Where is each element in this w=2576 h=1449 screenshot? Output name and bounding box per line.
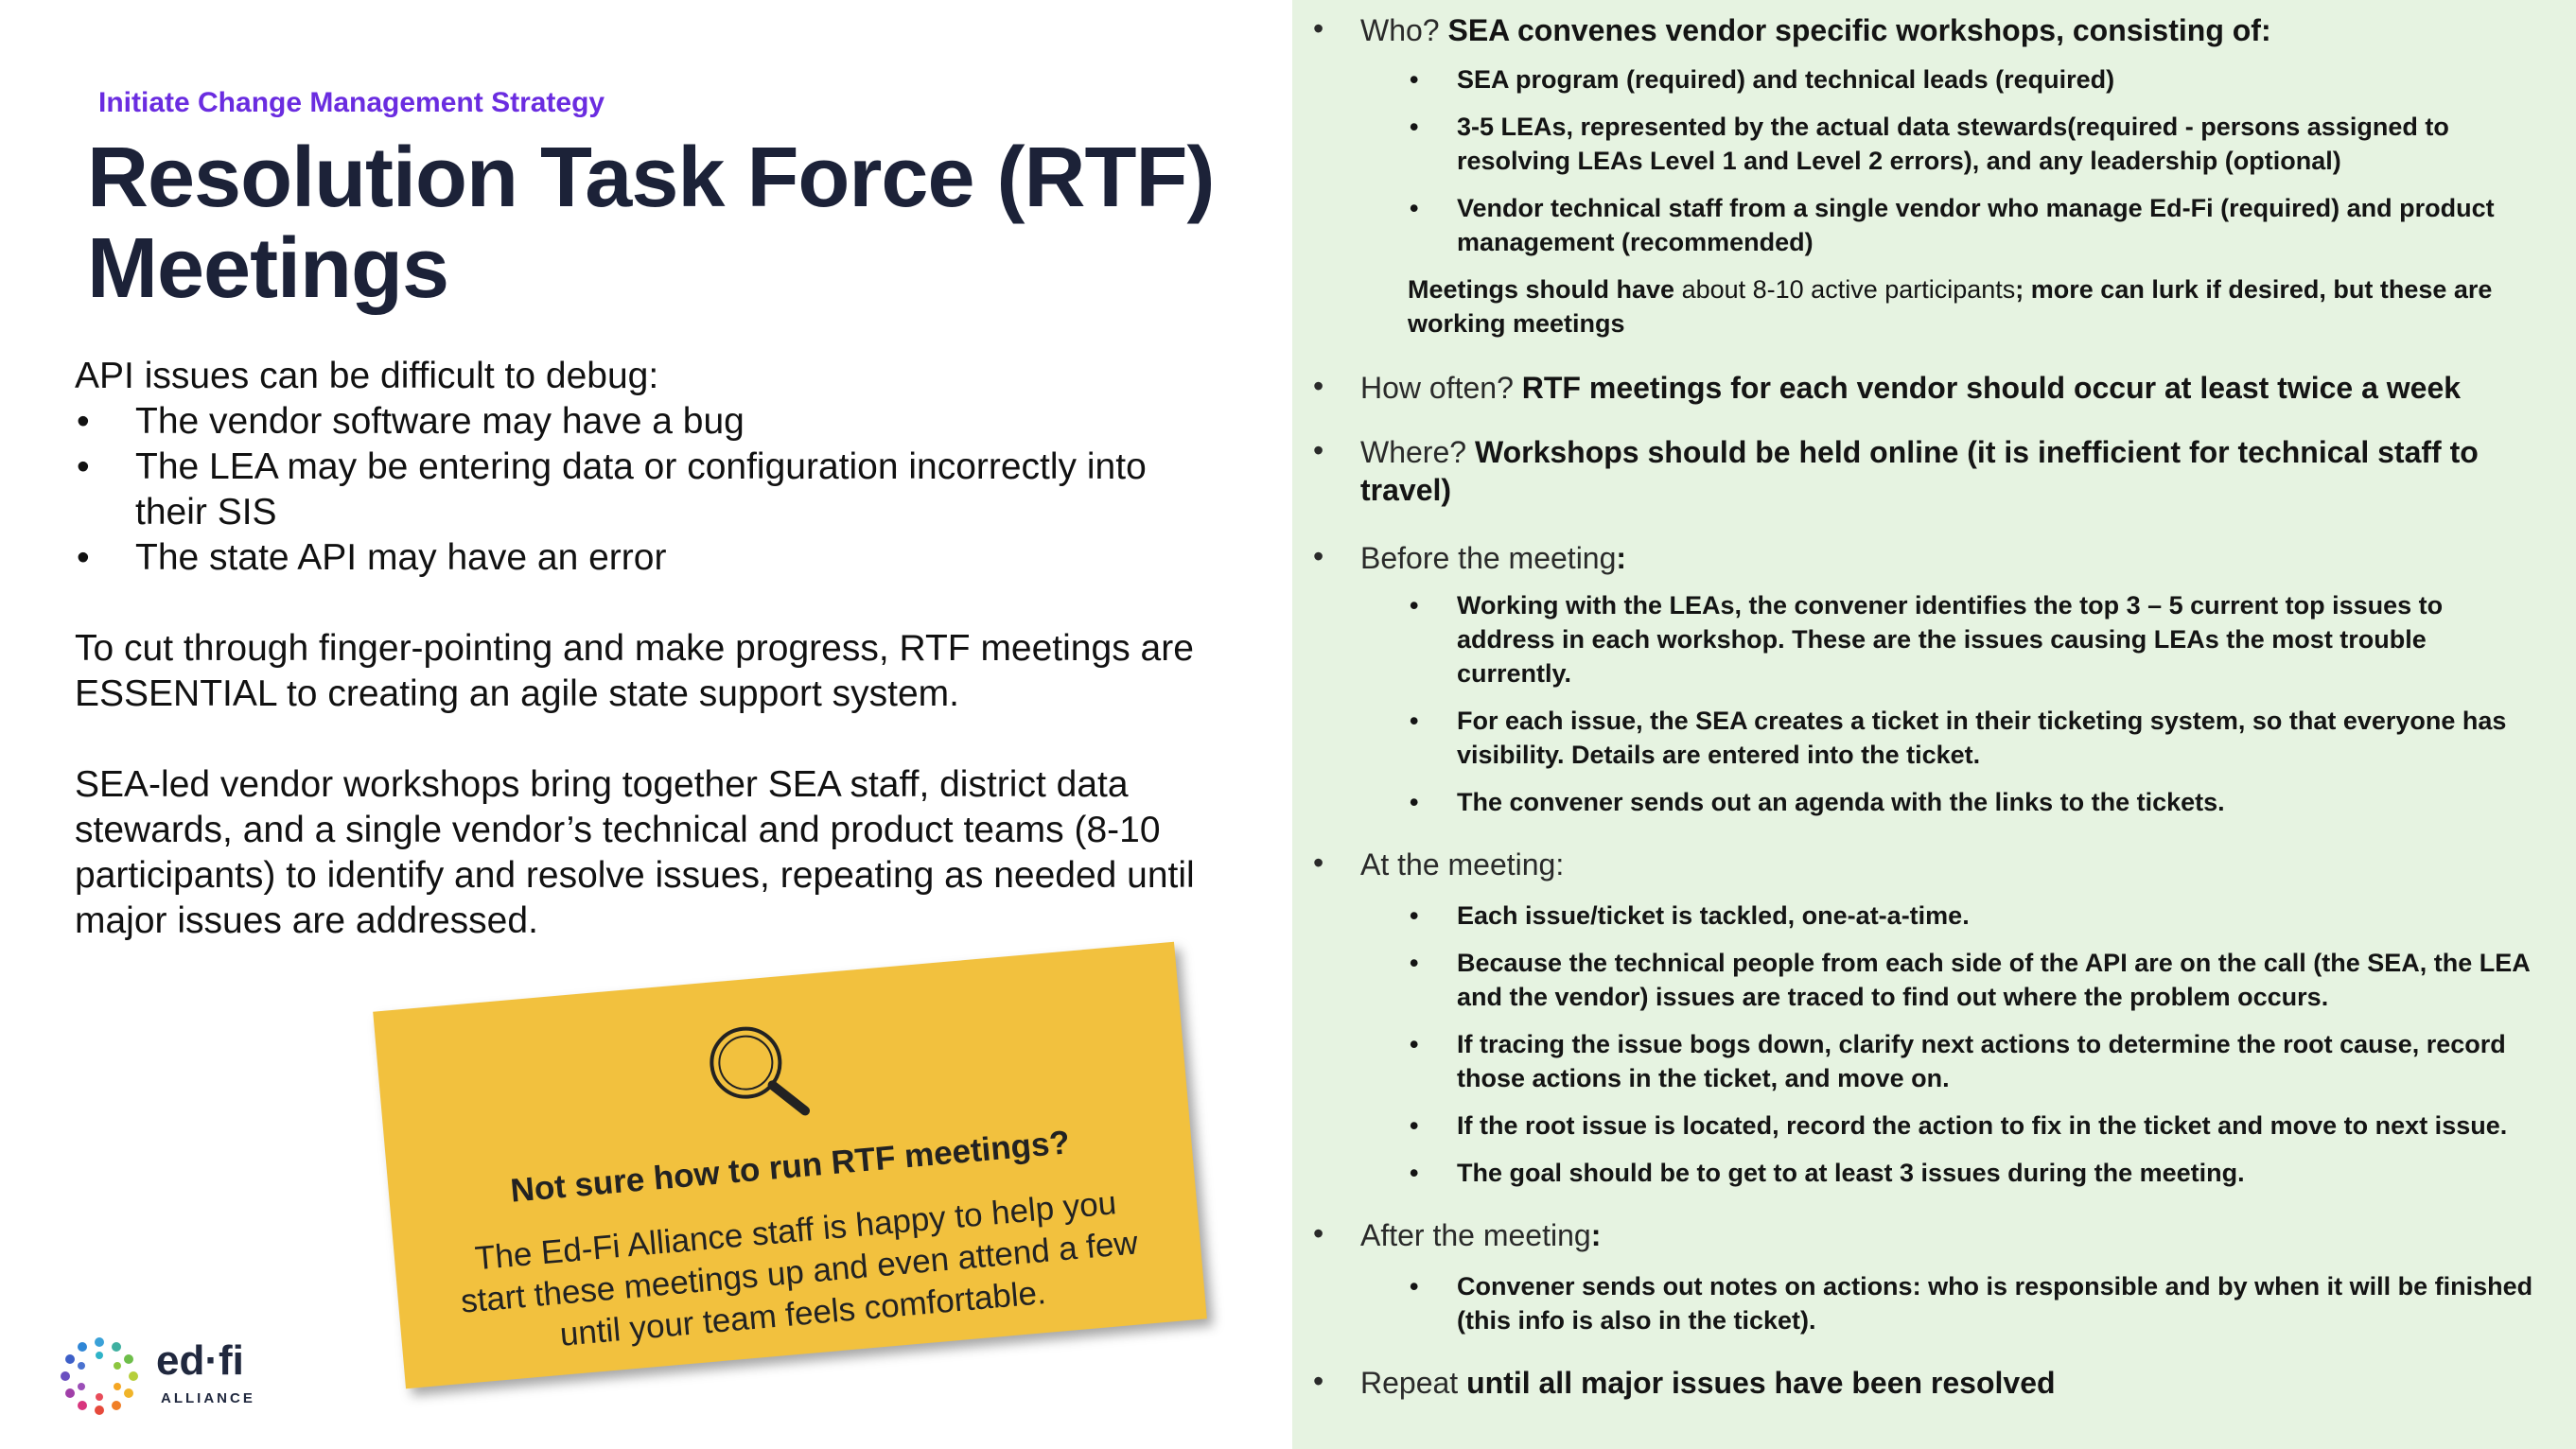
- callout-heading: Not sure how to run RTF meetings?: [509, 1124, 1072, 1210]
- intro-text: API issues can be difficult to debug:: [75, 356, 659, 396]
- slide-title-line2: Meetings: [87, 221, 449, 316]
- logo-subtitle: ALLIANCE: [161, 1390, 255, 1406]
- slide-title: [87, 132, 1222, 314]
- before-label: Before the meeting: [1360, 541, 1617, 575]
- where-text: Workshops should be held online (it is inefficient for technical staff to travel): [1360, 435, 2479, 507]
- section-eyebrow: Initiate Change Management Strategy: [98, 87, 605, 118]
- issue-item: • The vendor software may have a bug: [75, 399, 1210, 445]
- how-often-label: How often?: [1360, 371, 1514, 405]
- left-body: [75, 354, 1210, 944]
- search-icon: [694, 1010, 817, 1133]
- logo-mark-icon: [57, 1334, 151, 1419]
- issue-item: • The state API may have an error: [75, 535, 1210, 581]
- paragraph-workshops: SEA-led vendor workshops bring together SEA staff, district data stewards, and a single vendor’s technical and product teams (8-10 participants) to identify and resolve issues, repeating as needed until major issues are addressed.: [75, 764, 1195, 941]
- after-label: After the meeting: [1360, 1218, 1591, 1252]
- issue-list: [75, 399, 1210, 581]
- edfi-logo: [57, 1334, 284, 1419]
- paragraph-finger-pointing: To cut through finger-pointing and make progress, RTF meetings are ESSENTIAL to creating an agile state support system.: [75, 628, 1194, 714]
- slide-title-line1: Resolution Task Force (RTF): [87, 131, 1215, 225]
- issue-item: • The LEA may be entering data or configuration incorrectly into their SIS: [75, 445, 1157, 535]
- callout-text: The Ed-Fi Alliance staff is happy to help you start these meetings up and even attend a few until your team feels comfortable.: [459, 1184, 1140, 1353]
- logo-wordmark: ed·fi: [156, 1337, 244, 1384]
- repeat-text: until all major issues have been resolved: [1458, 1366, 2056, 1400]
- repeat-label: Repeat: [1360, 1366, 1459, 1400]
- at-label: At the meeting:: [1360, 847, 1565, 882]
- callout-note: [373, 942, 1207, 1389]
- where-label: Where?: [1360, 435, 1467, 469]
- who-text: SEA convenes vendor specific workshops, consisting of:: [1447, 13, 2271, 47]
- who-label: Who?: [1360, 13, 1440, 47]
- how-often-text: RTF meetings for each vendor should occur at least twice a week: [1521, 371, 2462, 405]
